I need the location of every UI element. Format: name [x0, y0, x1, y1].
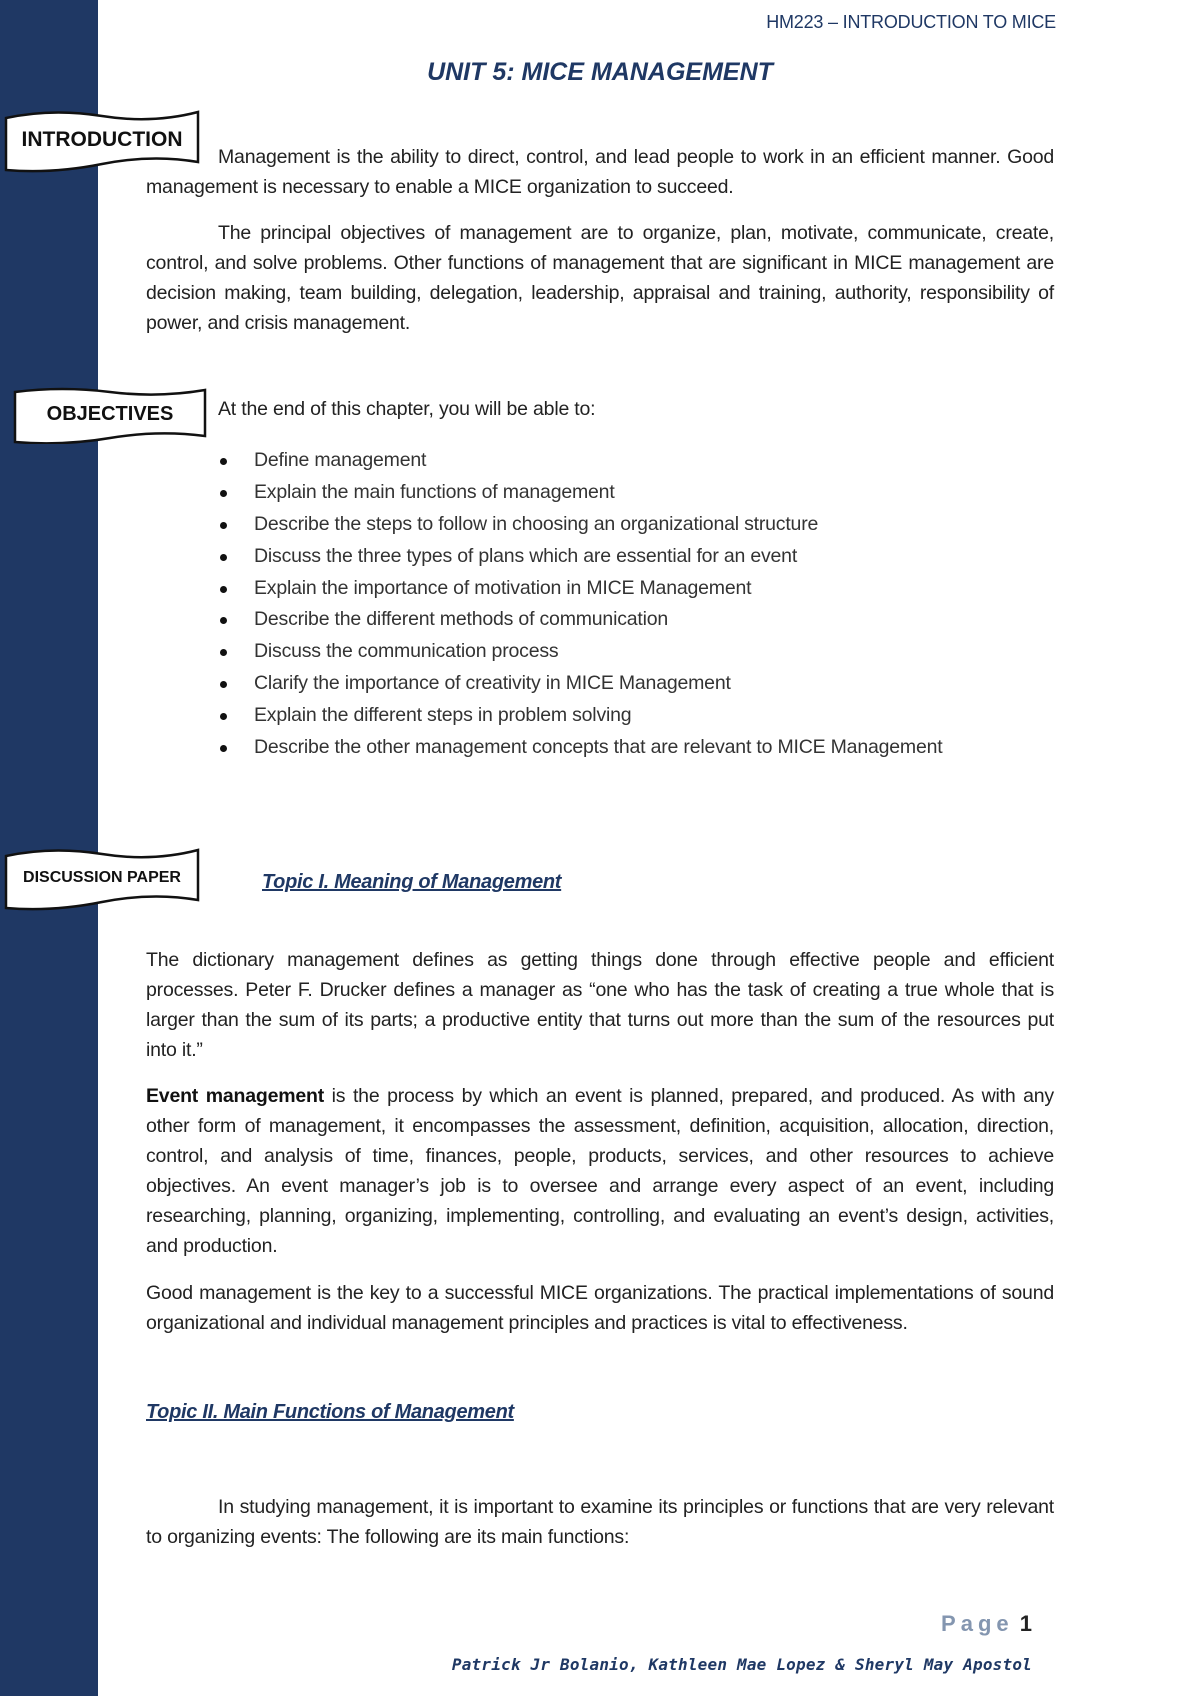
page-label: Page [941, 1611, 1014, 1636]
intro-paragraph-2: The principal objectives of management are to organize, plan, motivate, communicate, create, control, and solve problems. Other functions of management that are significant in MICE management are decision making, team building, delegation, leadership, appraisal and training, authority, responsibility of power, and crisis management. [146, 222, 1054, 334]
list-item: Describe the other management concepts that are relevant to MICE Management [218, 732, 942, 764]
objectives-list [218, 445, 942, 764]
list-item: Discuss the communication process [218, 636, 942, 668]
discussion-paragraph-3: Good management is the key to a successful MICE organizations. The practical implementations of sound organizational and individual management principles and practices is vital to effectiveness. [146, 1282, 1054, 1334]
topic-2-heading: Topic II. Main Functions of Management [146, 1401, 514, 1423]
list-item: Explain the different steps in problem solving [218, 700, 942, 732]
list-item: Explain the main functions of management [218, 477, 942, 509]
list-item: Describe the steps to follow in choosing an organizational structure [218, 509, 942, 541]
discussion-paragraph-2 [146, 1081, 1054, 1261]
discussion-banner [2, 842, 202, 914]
list-item: Explain the importance of motivation in MICE Management [218, 573, 942, 605]
course-header: HM223 – INTRODUCTION TO MICE [766, 12, 1056, 32]
discussion-paragraph-2-body: is the process by which an event is planned, prepared, and produced. As with any other form of management, it encompasses the assessment, definition, acquisition, allocation, direction, control, and analysis of time, finances, people, products, services, and other resources to achieve objectives. An event manager’s job is to oversee and arrange every aspect of an event, including researching, planning, organizing, implementing, controlling, and evaluating an event’s design, activities, and production. [146, 1085, 1054, 1257]
page-number-value: 1 [1019, 1611, 1032, 1636]
introduction-label: INTRODUCTION [21, 128, 183, 151]
list-item: Clarify the importance of creativity in MICE Management [218, 668, 942, 700]
objectives-lead: At the end of this chapter, you will be able to: [218, 398, 596, 420]
page-number [941, 1611, 1032, 1637]
objectives-banner [12, 384, 208, 444]
topic-1-heading: Topic I. Meaning of Management [262, 871, 562, 893]
list-item: Describe the different methods of communication [218, 604, 942, 636]
objectives-label: OBJECTIVES [46, 402, 174, 425]
discussion-paragraph-1: The dictionary management defines as getting things done through effective people and efficient processes. Peter F. Drucker defines a manager as “one who has the task of creating a true whole that is larger than the sum of its parts; a productive entity that turns out more than the sum of the resources put into it.” [146, 949, 1054, 1061]
unit-title: UNIT 5: MICE MANAGEMENT [427, 58, 773, 86]
discussion-paragraph-4: In studying management, it is important to examine its principles or functions that are very relevant to organizing events: The following are its main functions: [146, 1496, 1054, 1548]
event-management-term: Event management [146, 1085, 325, 1107]
intro-paragraph-1: Management is the ability to direct, control, and lead people to work in an efficient manner. Good management is necessary to enable a MICE organization to succeed. [146, 146, 1054, 198]
discussion-label: DISCUSSION PAPER [23, 869, 181, 886]
list-item: Define management [218, 445, 942, 477]
list-item: Discuss the three types of plans which are essential for an event [218, 541, 942, 573]
authors-footer: Patrick Jr Bolanio, Kathleen Mae Lopez & Sheryl May Apostol [451, 1655, 1032, 1674]
